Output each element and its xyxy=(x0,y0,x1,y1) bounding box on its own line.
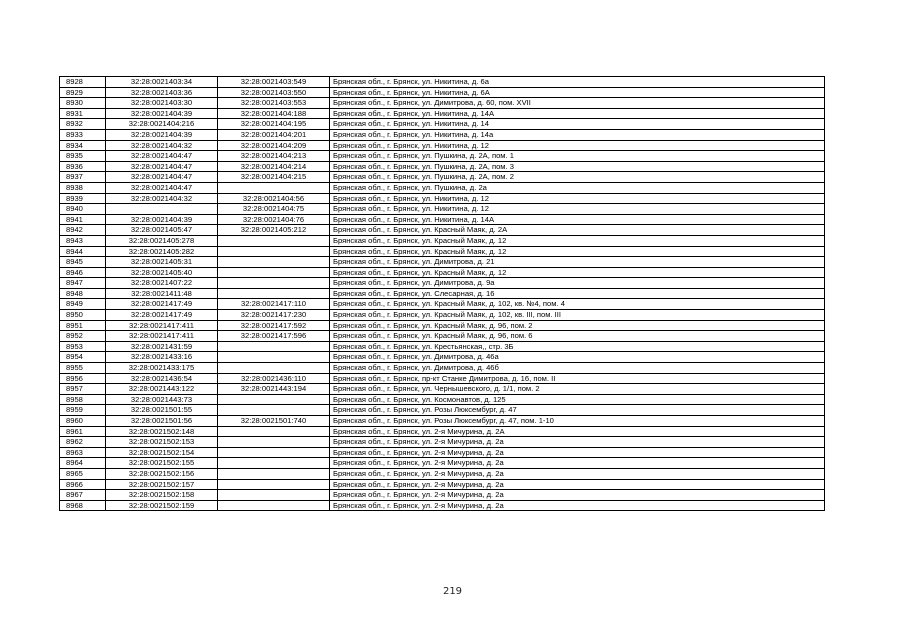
cadastral-number-cell: 32:28:0021411:48 xyxy=(106,288,218,299)
row-number-cell: 8967 xyxy=(60,490,106,501)
table-row xyxy=(60,426,825,437)
cadastral-number-cell: 32:28:0021433:175 xyxy=(106,363,218,374)
row-number-cell: 8963 xyxy=(60,447,106,458)
address-cell: Брянская обл., г. Брянск, ул. Димитрова, д. 46б xyxy=(330,363,825,374)
address-cell: Брянская обл., г. Брянск, ул. Никитина, д. 14а xyxy=(330,129,825,140)
address-cell: Брянская обл., г. Брянск, ул. Пушкина, д. 2А, пом. 2 xyxy=(330,172,825,183)
address-cell: Брянская обл., г. Брянск, ул. Пушкина, д. 2а xyxy=(330,182,825,193)
object-number-cell xyxy=(218,426,330,437)
cadastral-number-cell: 32:28:0021404:47 xyxy=(106,182,218,193)
object-number-cell xyxy=(218,458,330,469)
table-row xyxy=(60,363,825,374)
cadastral-number-cell: 32:28:0021404:39 xyxy=(106,214,218,225)
cadastral-number-cell: 32:28:0021404:39 xyxy=(106,108,218,119)
row-number-cell: 8942 xyxy=(60,225,106,236)
object-number-cell: 32:28:0021417:230 xyxy=(218,310,330,321)
row-number-cell: 8931 xyxy=(60,108,106,119)
cadastral-number-cell: 32:28:0021403:34 xyxy=(106,77,218,88)
address-cell: Брянская обл., г. Брянск, ул. 2-я Мичурина, д. 2а xyxy=(330,437,825,448)
cadastral-number-cell: 32:28:0021404:47 xyxy=(106,161,218,172)
cadastral-number-cell xyxy=(106,204,218,215)
object-number-cell xyxy=(218,394,330,405)
address-cell: Брянская обл., г. Брянск, ул. 2-я Мичурина, д. 2а xyxy=(330,500,825,511)
cadastral-number-cell: 32:28:0021417:49 xyxy=(106,299,218,310)
cadastral-number-cell: 32:28:0021404:216 xyxy=(106,119,218,130)
row-number-cell: 8929 xyxy=(60,87,106,98)
object-number-cell xyxy=(218,490,330,501)
row-number-cell: 8936 xyxy=(60,161,106,172)
object-number-cell: 32:28:0021404:75 xyxy=(218,204,330,215)
row-number-cell: 8944 xyxy=(60,246,106,257)
object-number-cell xyxy=(218,479,330,490)
object-number-cell: 32:28:0021404:56 xyxy=(218,193,330,204)
cadastral-number-cell: 32:28:0021502:154 xyxy=(106,447,218,458)
address-cell: Брянская обл., г. Брянск, ул. Пушкина, д. 2А, пом. 1 xyxy=(330,151,825,162)
row-number-cell: 8937 xyxy=(60,172,106,183)
address-cell: Брянская обл., г. Брянск, ул. 2-я Мичурина, д. 2А xyxy=(330,426,825,437)
object-number-cell xyxy=(218,405,330,416)
address-cell: Брянская обл., г. Брянск, ул. Красный Маяк, д. 12 xyxy=(330,235,825,246)
row-number-cell: 8951 xyxy=(60,320,106,331)
row-number-cell: 8959 xyxy=(60,405,106,416)
cadastral-number-cell: 32:28:0021403:30 xyxy=(106,98,218,109)
table-row xyxy=(60,257,825,268)
table-row xyxy=(60,140,825,151)
cadastral-number-cell: 32:28:0021417:411 xyxy=(106,320,218,331)
row-number-cell: 8968 xyxy=(60,500,106,511)
address-cell: Брянская обл., г. Брянск, ул. 2-я Мичурина, д. 2а xyxy=(330,447,825,458)
row-number-cell: 8940 xyxy=(60,204,106,215)
row-number-cell: 8928 xyxy=(60,77,106,88)
address-cell: Брянская обл., г. Брянск, ул. Димитрова, д. 21 xyxy=(330,257,825,268)
cadastral-number-cell: 32:28:0021404:47 xyxy=(106,172,218,183)
registry-table-body xyxy=(60,77,825,511)
address-cell: Брянская обл., г. Брянск, ул. 2-я Мичурина, д. 2а xyxy=(330,458,825,469)
object-number-cell xyxy=(218,341,330,352)
table-row xyxy=(60,384,825,395)
cadastral-number-cell: 32:28:0021417:49 xyxy=(106,310,218,321)
row-number-cell: 8939 xyxy=(60,193,106,204)
table-row xyxy=(60,77,825,88)
table-row xyxy=(60,172,825,183)
address-cell: Брянская обл., г. Брянск, ул. Чернышевского, д. 1/1, пом. 2 xyxy=(330,384,825,395)
address-cell: Брянская обл., г. Брянск, ул. Никитина, д. 14А xyxy=(330,214,825,225)
table-row xyxy=(60,278,825,289)
address-cell: Брянская обл., г. Брянск, ул. Красный Маяк, д. 12 xyxy=(330,246,825,257)
cadastral-number-cell: 32:28:0021404:32 xyxy=(106,140,218,151)
table-row xyxy=(60,98,825,109)
table-row xyxy=(60,447,825,458)
row-number-cell: 8952 xyxy=(60,331,106,342)
row-number-cell: 8950 xyxy=(60,310,106,321)
row-number-cell: 8965 xyxy=(60,468,106,479)
address-cell: Брянская обл., г. Брянск, ул. Никитина, д. 12 xyxy=(330,204,825,215)
address-cell: Брянская обл., г. Брянск, ул. Никитина, д. 12 xyxy=(330,193,825,204)
cadastral-number-cell: 32:28:0021405:40 xyxy=(106,267,218,278)
cadastral-number-cell: 32:28:0021404:32 xyxy=(106,193,218,204)
object-number-cell: 32:28:0021404:76 xyxy=(218,214,330,225)
address-cell: Брянская обл., г. Брянск, ул. 2-я Мичурина, д. 2а xyxy=(330,490,825,501)
row-number-cell: 8948 xyxy=(60,288,106,299)
cadastral-number-cell: 32:28:0021502:155 xyxy=(106,458,218,469)
table-row xyxy=(60,225,825,236)
page-number: 219 xyxy=(442,586,463,597)
table-row xyxy=(60,161,825,172)
address-cell: Брянская обл., г. Брянск, ул. Красный Маяк, д. 2А xyxy=(330,225,825,236)
cadastral-number-cell: 32:28:0021502:158 xyxy=(106,490,218,501)
cadastral-number-cell: 32:28:0021403:36 xyxy=(106,87,218,98)
object-number-cell xyxy=(218,447,330,458)
table-row xyxy=(60,288,825,299)
address-cell: Брянская обл., г. Брянск, ул. Димитрова, д. 60, пом. XVII xyxy=(330,98,825,109)
object-number-cell: 32:28:0021404:213 xyxy=(218,151,330,162)
address-cell: Брянская обл., г. Брянск, пр-кт Станке Димитрова, д. 16, пом. II xyxy=(330,373,825,384)
cadastral-number-cell: 32:28:0021502:148 xyxy=(106,426,218,437)
address-cell: Брянская обл., г. Брянск, ул. Димитрова, д. 9а xyxy=(330,278,825,289)
row-number-cell: 8955 xyxy=(60,363,106,374)
row-number-cell: 8957 xyxy=(60,384,106,395)
table-row xyxy=(60,416,825,427)
object-number-cell xyxy=(218,278,330,289)
row-number-cell: 8933 xyxy=(60,129,106,140)
cadastral-number-cell: 32:28:0021433:16 xyxy=(106,352,218,363)
object-number-cell: 32:28:0021417:592 xyxy=(218,320,330,331)
object-number-cell xyxy=(218,288,330,299)
address-cell: Брянская обл., г. Брянск, ул. Никитина, д. 6а xyxy=(330,77,825,88)
cadastral-number-cell: 32:28:0021502:159 xyxy=(106,500,218,511)
object-number-cell xyxy=(218,468,330,479)
address-cell: Брянская обл., г. Брянск, ул. Красный Маяк, д. 96, пом. 6 xyxy=(330,331,825,342)
cadastral-number-cell: 32:28:0021502:157 xyxy=(106,479,218,490)
table-row xyxy=(60,87,825,98)
table-row xyxy=(60,479,825,490)
cadastral-number-cell: 32:28:0021405:31 xyxy=(106,257,218,268)
table-row xyxy=(60,129,825,140)
table-row xyxy=(60,235,825,246)
cadastral-number-cell: 32:28:0021502:153 xyxy=(106,437,218,448)
object-number-cell: 32:28:0021417:596 xyxy=(218,331,330,342)
row-number-cell: 8966 xyxy=(60,479,106,490)
row-number-cell: 8958 xyxy=(60,394,106,405)
address-cell: Брянская обл., г. Брянск, ул. Красный Маяк, д. 102, кв. III, пом. III xyxy=(330,310,825,321)
table-row xyxy=(60,267,825,278)
table-row xyxy=(60,341,825,352)
object-number-cell: 32:28:0021404:215 xyxy=(218,172,330,183)
table-row xyxy=(60,310,825,321)
object-number-cell: 32:28:0021501:740 xyxy=(218,416,330,427)
table-row xyxy=(60,320,825,331)
address-cell: Брянская обл., г. Брянск, ул. Розы Люксембург, д. 47, пом. 1-10 xyxy=(330,416,825,427)
cadastral-number-cell: 32:28:0021502:156 xyxy=(106,468,218,479)
cadastral-number-cell: 32:28:0021417:411 xyxy=(106,331,218,342)
object-number-cell xyxy=(218,257,330,268)
object-number-cell: 32:28:0021443:194 xyxy=(218,384,330,395)
row-number-cell: 8961 xyxy=(60,426,106,437)
cadastral-number-cell: 32:28:0021404:39 xyxy=(106,129,218,140)
table-row xyxy=(60,182,825,193)
address-cell: Брянская обл., г. Брянск, ул. Крестьянская,, стр. 3Б xyxy=(330,341,825,352)
cadastral-number-cell: 32:28:0021501:55 xyxy=(106,405,218,416)
address-cell: Брянская обл., г. Брянск, ул. Слесарная, д. 16 xyxy=(330,288,825,299)
table-row xyxy=(60,352,825,363)
row-number-cell: 8960 xyxy=(60,416,106,427)
table-row xyxy=(60,193,825,204)
object-number-cell xyxy=(218,500,330,511)
table-row xyxy=(60,373,825,384)
address-cell: Брянская обл., г. Брянск, ул. Никитина, д. 14 xyxy=(330,119,825,130)
row-number-cell: 8947 xyxy=(60,278,106,289)
object-number-cell: 32:28:0021403:553 xyxy=(218,98,330,109)
cadastral-number-cell: 32:28:0021443:73 xyxy=(106,394,218,405)
row-number-cell: 8949 xyxy=(60,299,106,310)
table-row xyxy=(60,246,825,257)
cadastral-number-cell: 32:28:0021404:47 xyxy=(106,151,218,162)
row-number-cell: 8938 xyxy=(60,182,106,193)
address-cell: Брянская обл., г. Брянск, ул. Никитина, д. 12 xyxy=(330,140,825,151)
object-number-cell: 32:28:0021404:209 xyxy=(218,140,330,151)
row-number-cell: 8945 xyxy=(60,257,106,268)
object-number-cell: 32:28:0021404:201 xyxy=(218,129,330,140)
table-row xyxy=(60,214,825,225)
table-row xyxy=(60,108,825,119)
address-cell: Брянская обл., г. Брянск, ул. Красный Маяк, д. 102, кв. №4, пом. 4 xyxy=(330,299,825,310)
cadastral-number-cell: 32:28:0021405:282 xyxy=(106,246,218,257)
table-row xyxy=(60,437,825,448)
address-cell: Брянская обл., г. Брянск, ул. Розы Люксембург, д. 47 xyxy=(330,405,825,416)
cadastral-number-cell: 32:28:0021436:54 xyxy=(106,373,218,384)
cadastral-number-cell: 32:28:0021405:47 xyxy=(106,225,218,236)
row-number-cell: 8941 xyxy=(60,214,106,225)
object-number-cell: 32:28:0021403:549 xyxy=(218,77,330,88)
address-cell: Брянская обл., г. Брянск, ул. 2-я Мичурина, д. 2а xyxy=(330,479,825,490)
address-cell: Брянская обл., г. Брянск, ул. Димитрова, д. 46а xyxy=(330,352,825,363)
table-row xyxy=(60,405,825,416)
object-number-cell: 32:28:0021403:550 xyxy=(218,87,330,98)
address-cell: Брянская обл., г. Брянск, ул. Никитина, д. 14А xyxy=(330,108,825,119)
object-number-cell xyxy=(218,246,330,257)
object-number-cell xyxy=(218,267,330,278)
row-number-cell: 8943 xyxy=(60,235,106,246)
address-cell: Брянская обл., г. Брянск, ул. Красный Маяк, д. 96, пом. 2 xyxy=(330,320,825,331)
row-number-cell: 8930 xyxy=(60,98,106,109)
table-row xyxy=(60,468,825,479)
address-cell: Брянская обл., г. Брянск, ул. Пушкина, д. 2А, пом. 3 xyxy=(330,161,825,172)
table-row xyxy=(60,500,825,511)
object-number-cell xyxy=(218,182,330,193)
object-number-cell: 32:28:0021404:188 xyxy=(218,108,330,119)
row-number-cell: 8964 xyxy=(60,458,106,469)
address-cell: Брянская обл., г. Брянск, ул. Космонавтов, д. 125 xyxy=(330,394,825,405)
object-number-cell: 32:28:0021404:214 xyxy=(218,161,330,172)
object-number-cell: 32:28:0021436:110 xyxy=(218,373,330,384)
object-number-cell: 32:28:0021405:212 xyxy=(218,225,330,236)
address-cell: Брянская обл., г. Брянск, ул. 2-я Мичурина, д. 2а xyxy=(330,468,825,479)
address-cell: Брянская обл., г. Брянск, ул. Никитина, д. 6А xyxy=(330,87,825,98)
cadastral-number-cell: 32:28:0021431:59 xyxy=(106,341,218,352)
table-row xyxy=(60,458,825,469)
cadastral-number-cell: 32:28:0021405:278 xyxy=(106,235,218,246)
object-number-cell xyxy=(218,235,330,246)
row-number-cell: 8953 xyxy=(60,341,106,352)
row-number-cell: 8932 xyxy=(60,119,106,130)
row-number-cell: 8935 xyxy=(60,151,106,162)
cadastral-number-cell: 32:28:0021407:22 xyxy=(106,278,218,289)
cadastral-number-cell: 32:28:0021501:56 xyxy=(106,416,218,427)
object-number-cell xyxy=(218,363,330,374)
address-cell: Брянская обл., г. Брянск, ул. Красный Маяк, д. 12 xyxy=(330,267,825,278)
table-row xyxy=(60,204,825,215)
row-number-cell: 8954 xyxy=(60,352,106,363)
table-row xyxy=(60,490,825,501)
row-number-cell: 8956 xyxy=(60,373,106,384)
row-number-cell: 8934 xyxy=(60,140,106,151)
row-number-cell: 8962 xyxy=(60,437,106,448)
table-row xyxy=(60,394,825,405)
table-row xyxy=(60,119,825,130)
table-row xyxy=(60,331,825,342)
object-number-cell: 32:28:0021404:195 xyxy=(218,119,330,130)
object-number-cell: 32:28:0021417:110 xyxy=(218,299,330,310)
object-number-cell xyxy=(218,352,330,363)
table-row xyxy=(60,299,825,310)
row-number-cell: 8946 xyxy=(60,267,106,278)
cadastral-number-cell: 32:28:0021443:122 xyxy=(106,384,218,395)
registry-table xyxy=(59,76,825,511)
object-number-cell xyxy=(218,437,330,448)
table-row xyxy=(60,151,825,162)
